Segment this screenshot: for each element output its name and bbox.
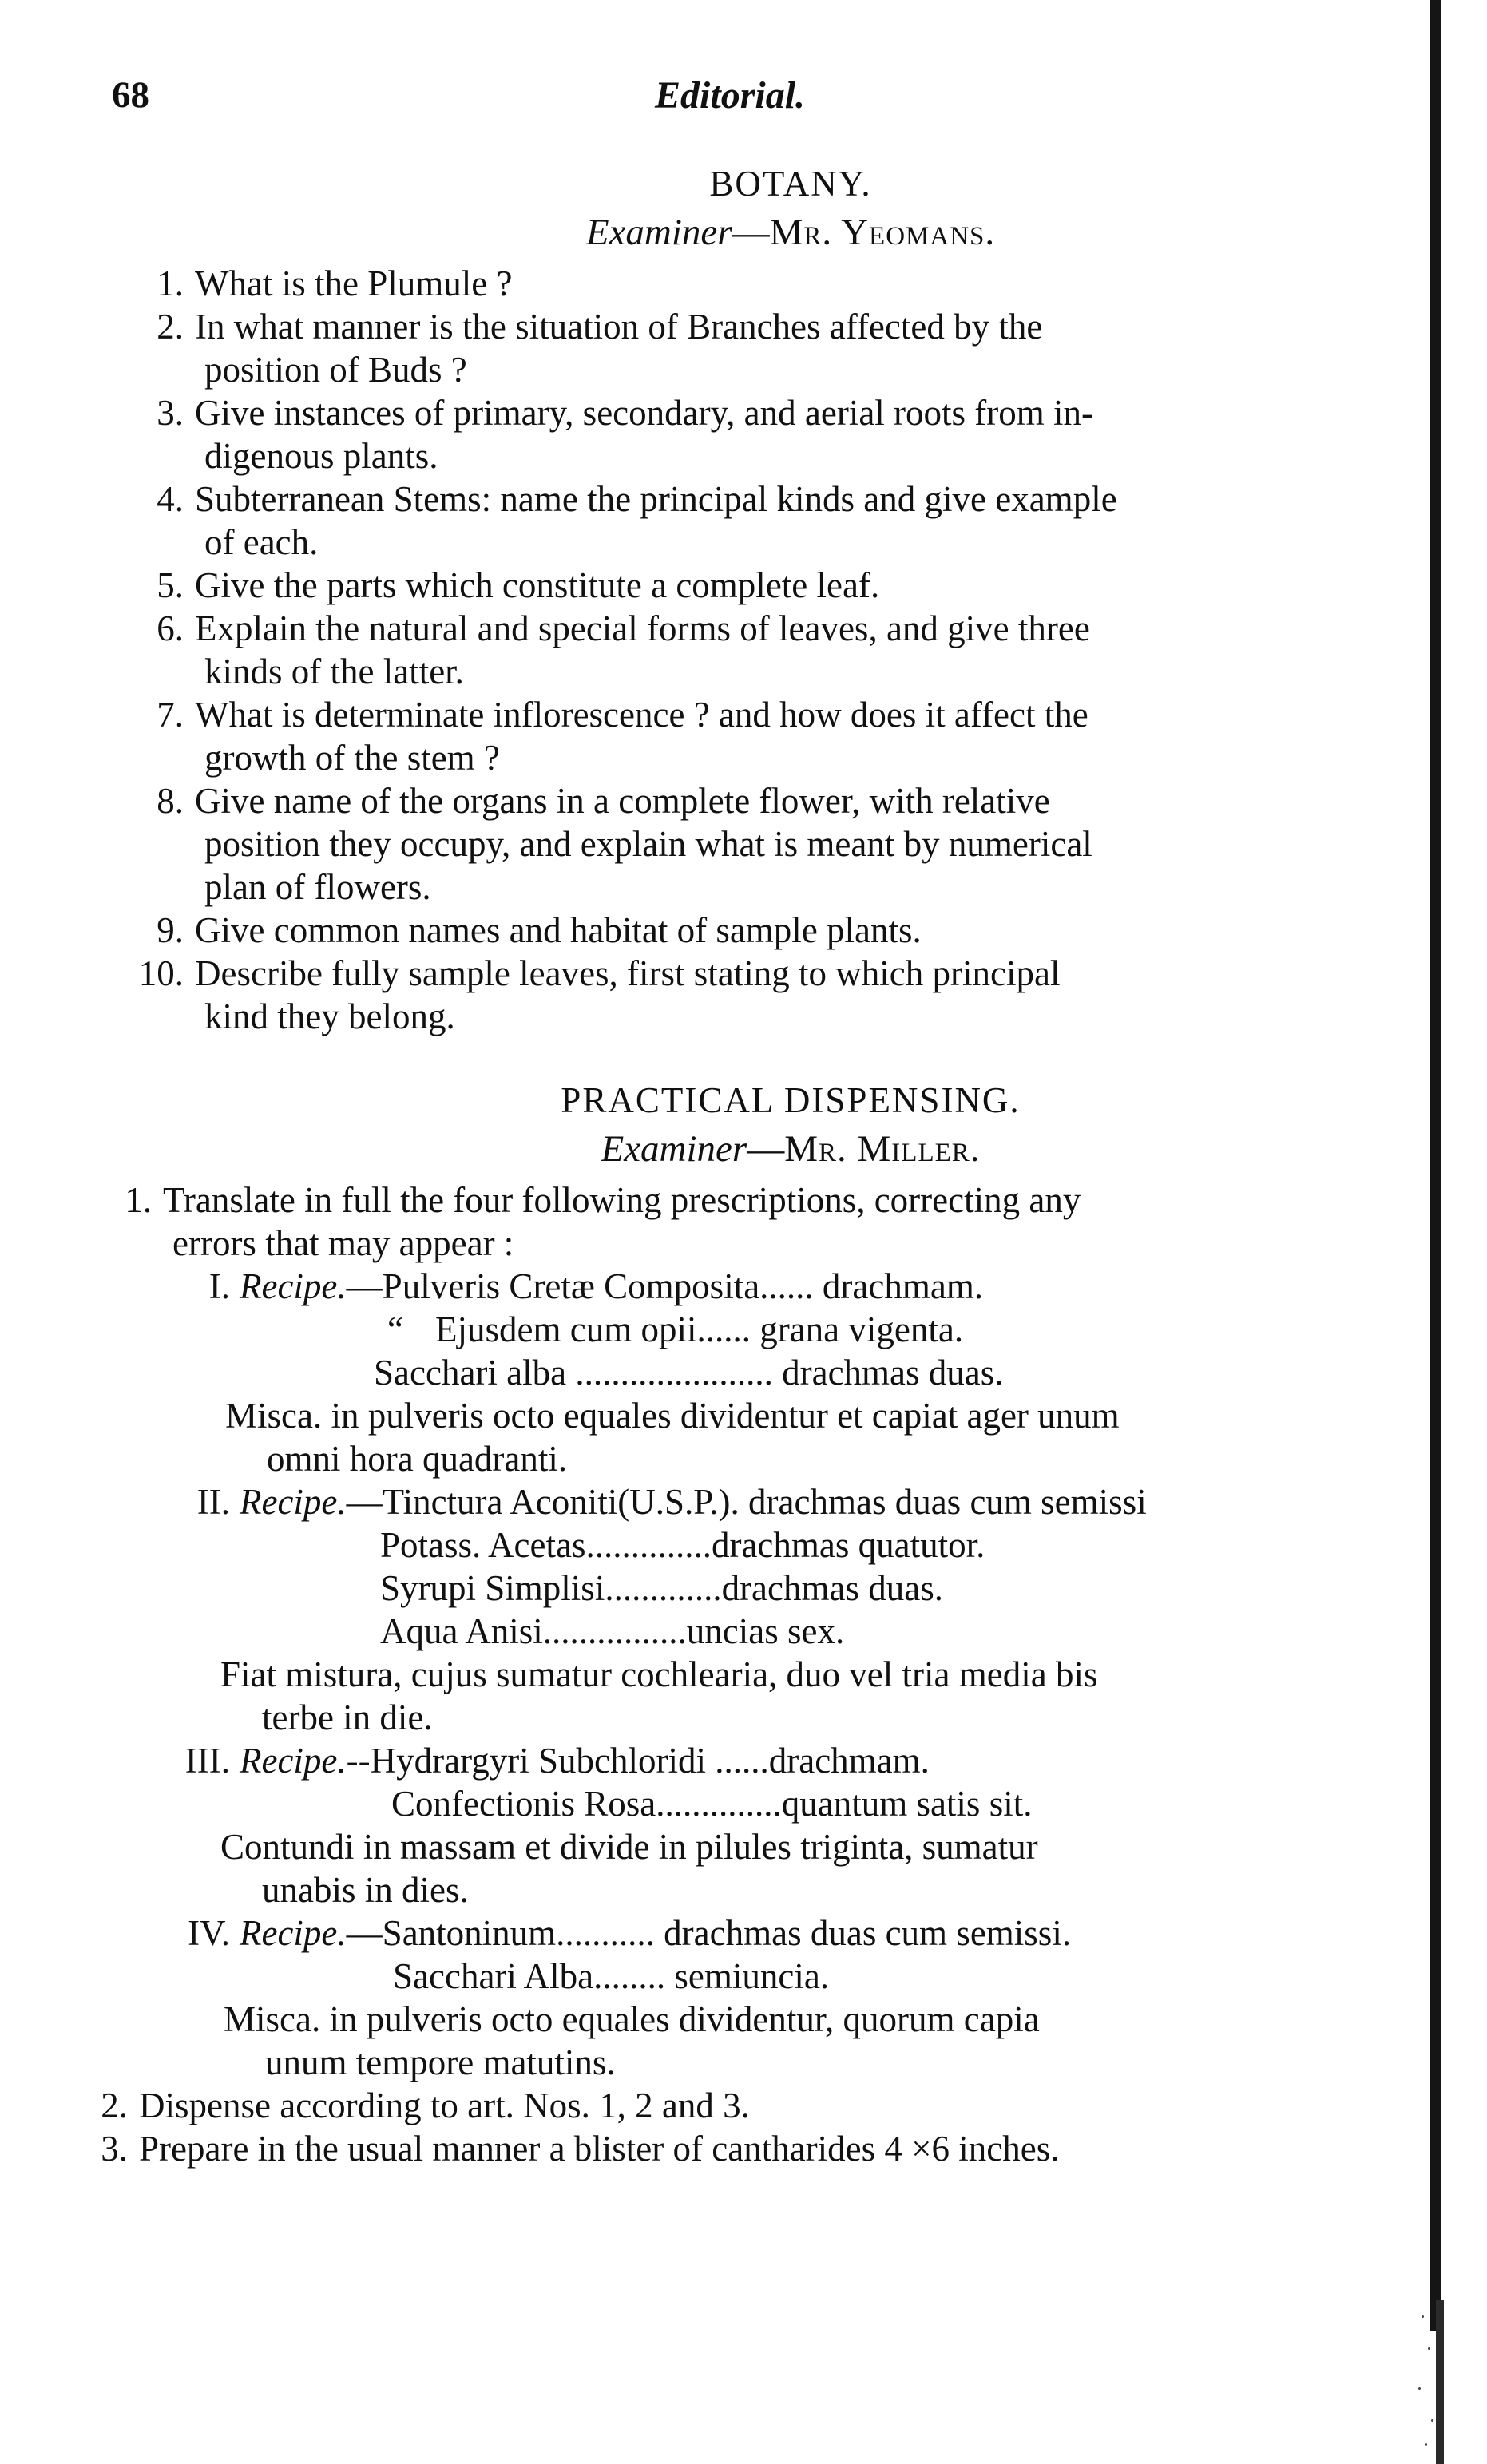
question-number: 8. bbox=[157, 781, 184, 821]
question-text-continued: position they occupy, and explain what is meant by numerical bbox=[204, 824, 1092, 864]
recipe-word: Recipe. bbox=[240, 1741, 347, 1781]
question-number: 10. bbox=[138, 953, 184, 993]
question-text: Prepare in the usual manner a blister of cantharides 4 ×6 inches. bbox=[139, 2129, 1060, 2169]
question-text-continued: growth of the stem ? bbox=[204, 738, 500, 778]
question bbox=[80, 564, 1390, 607]
question bbox=[80, 262, 1390, 305]
recipe-word: Recipe. bbox=[240, 1266, 347, 1306]
question-text-continued: errors that may appear : bbox=[172, 1223, 514, 1263]
prescription-line: Sacchari Alba........ semiuncia. bbox=[393, 1956, 830, 1996]
question-text: Give name of the organs in a complete flower, with relative bbox=[195, 781, 1050, 821]
question bbox=[80, 607, 1390, 693]
question bbox=[80, 909, 1390, 952]
question bbox=[80, 391, 1390, 477]
examiner-prefix: Examiner bbox=[585, 212, 732, 253]
question-number: 2. bbox=[101, 2086, 128, 2125]
prescription-label: I. bbox=[208, 1266, 230, 1306]
question-number: 2. bbox=[157, 307, 184, 347]
question-number: 3. bbox=[101, 2129, 128, 2169]
prescription-line: Sacchari alba ...................... drachmas duas. bbox=[374, 1353, 1004, 1392]
question-text-continued: position of Buds ? bbox=[204, 350, 467, 390]
directions-text-continued: omni hora quadranti. bbox=[267, 1439, 568, 1479]
question-number: 1. bbox=[125, 1180, 152, 1220]
prescription-line: Confectionis Rosa..............quantum satis sit. bbox=[391, 1784, 1033, 1824]
question-text: Explain the natural and special forms of leaves, and give three bbox=[195, 608, 1090, 648]
question-number: 5. bbox=[157, 565, 184, 605]
botany-title: BOTANY. bbox=[709, 164, 872, 204]
question-text-continued: of each. bbox=[204, 522, 319, 562]
directions-text: Contundi in massam et divide in pilules triginta, sumatur bbox=[220, 1827, 1038, 1867]
prescription-directions bbox=[80, 1394, 1390, 1480]
directions-text: Misca. in pulveris octo equales dividentur et capiat ager unum bbox=[225, 1396, 1120, 1436]
botany-examiner bbox=[192, 208, 1390, 257]
examiner-dash: — bbox=[732, 212, 770, 253]
question-text: Dispense according to art. Nos. 1, 2 and 3. bbox=[139, 2086, 750, 2125]
prescription-directions bbox=[80, 1998, 1390, 2084]
question-text: What is determinate inflorescence ? and how does it affect the bbox=[195, 695, 1088, 735]
page-header bbox=[112, 73, 1390, 129]
question-text-continued: kinds of the latter. bbox=[204, 652, 464, 691]
question-text: Describe fully sample leaves, first stating to which principal bbox=[195, 953, 1061, 993]
directions-text-continued: unabis in dies. bbox=[262, 1870, 469, 1910]
question-number: 1. bbox=[157, 263, 184, 303]
examiner-dash: — bbox=[747, 1128, 785, 1170]
question-text: What is the Plumule ? bbox=[195, 263, 513, 303]
question-text: Subterranean Stems: name the principal kinds and give example bbox=[195, 479, 1117, 519]
question bbox=[80, 952, 1390, 1038]
prescription-line: —Pulveris Cretæ Composita...... drachmam. bbox=[346, 1266, 984, 1306]
examiner-name: Mr. Miller. bbox=[784, 1128, 981, 1170]
question-number: 7. bbox=[157, 695, 184, 735]
question bbox=[80, 477, 1390, 564]
question-number: 6. bbox=[157, 608, 184, 648]
recipe-word: Recipe. bbox=[240, 1913, 347, 1953]
ditto-mark: “ bbox=[387, 1309, 403, 1349]
prescription-label: II. bbox=[196, 1482, 230, 1522]
prescription-3 bbox=[80, 1739, 1390, 1911]
question bbox=[80, 305, 1390, 391]
question-number: 9. bbox=[157, 910, 184, 950]
recipe-word: Recipe. bbox=[240, 1482, 347, 1522]
directions-text: Fiat mistura, cujus sumatur cochlearia, duo vel tria media bis bbox=[220, 1654, 1098, 1694]
question-text: Translate in full the four following prescriptions, correcting any bbox=[163, 1180, 1081, 1220]
question-text-continued: digenous plants. bbox=[204, 436, 438, 476]
page-content bbox=[80, 160, 1390, 2170]
question-text: Give common names and habitat of sample plants. bbox=[195, 910, 922, 950]
question-text: Give instances of primary, secondary, and aerial roots from in- bbox=[195, 393, 1094, 433]
prescription-line: Syrupi Simplisi.............drachmas duas. bbox=[380, 1568, 943, 1608]
question-number: 3. bbox=[157, 393, 184, 433]
examiner-prefix: Examiner bbox=[601, 1128, 747, 1170]
dispensing-examiner bbox=[192, 1124, 1390, 1174]
prescription-label: III. bbox=[184, 1741, 230, 1781]
prescription-line: —Tinctura Aconiti(U.S.P.). drachmas duas cum semissi bbox=[346, 1482, 1147, 1522]
directions-text: Misca. in pulveris octo equales dividentur, quorum capia bbox=[224, 1999, 1040, 2039]
dispensing-title: PRACTICAL DISPENSING. bbox=[561, 1080, 1021, 1120]
prescription-line: —Santoninum........... drachmas duas cum semissi. bbox=[346, 1913, 1072, 1953]
directions-text-continued: unum tempore matutins. bbox=[265, 2042, 616, 2082]
prescription-directions bbox=[80, 1653, 1390, 1739]
prescription-label: IV. bbox=[188, 1913, 230, 1953]
question bbox=[80, 779, 1390, 909]
prescription-4 bbox=[80, 1911, 1390, 2084]
page-number: 68 bbox=[112, 74, 149, 116]
question bbox=[80, 1179, 1390, 1265]
page-edge-shadow bbox=[1430, 0, 1441, 2331]
question bbox=[80, 2084, 1390, 2127]
prescription-line: Ejusdem cum opii...... grana vigenta. bbox=[435, 1309, 964, 1349]
question-text: In what manner is the situation of Branches affected by the bbox=[195, 307, 1043, 347]
prescription-line: Potass. Acetas..............drachmas quatutor. bbox=[380, 1525, 985, 1565]
page-edge-specks bbox=[1414, 2300, 1445, 2459]
running-head: Editorial. bbox=[655, 74, 806, 117]
prescription-1 bbox=[80, 1265, 1390, 1480]
question bbox=[80, 2127, 1390, 2170]
question-text: Give the parts which constitute a complete leaf. bbox=[195, 565, 880, 605]
prescription-line: --Hydrargyri Subchloridi ......drachmam. bbox=[346, 1741, 930, 1781]
question-text-continued: kind they belong. bbox=[204, 996, 455, 1036]
prescription-directions bbox=[80, 1825, 1390, 1911]
question-text-continued: plan of flowers. bbox=[204, 867, 431, 907]
directions-text-continued: terbe in die. bbox=[262, 1697, 433, 1737]
question bbox=[80, 693, 1390, 779]
question-number: 4. bbox=[157, 479, 184, 519]
prescription-2 bbox=[80, 1480, 1390, 1739]
examiner-name: Mr. Yeomans. bbox=[769, 212, 996, 253]
prescription-line: Aqua Anisi................uncias sex. bbox=[380, 1611, 845, 1651]
